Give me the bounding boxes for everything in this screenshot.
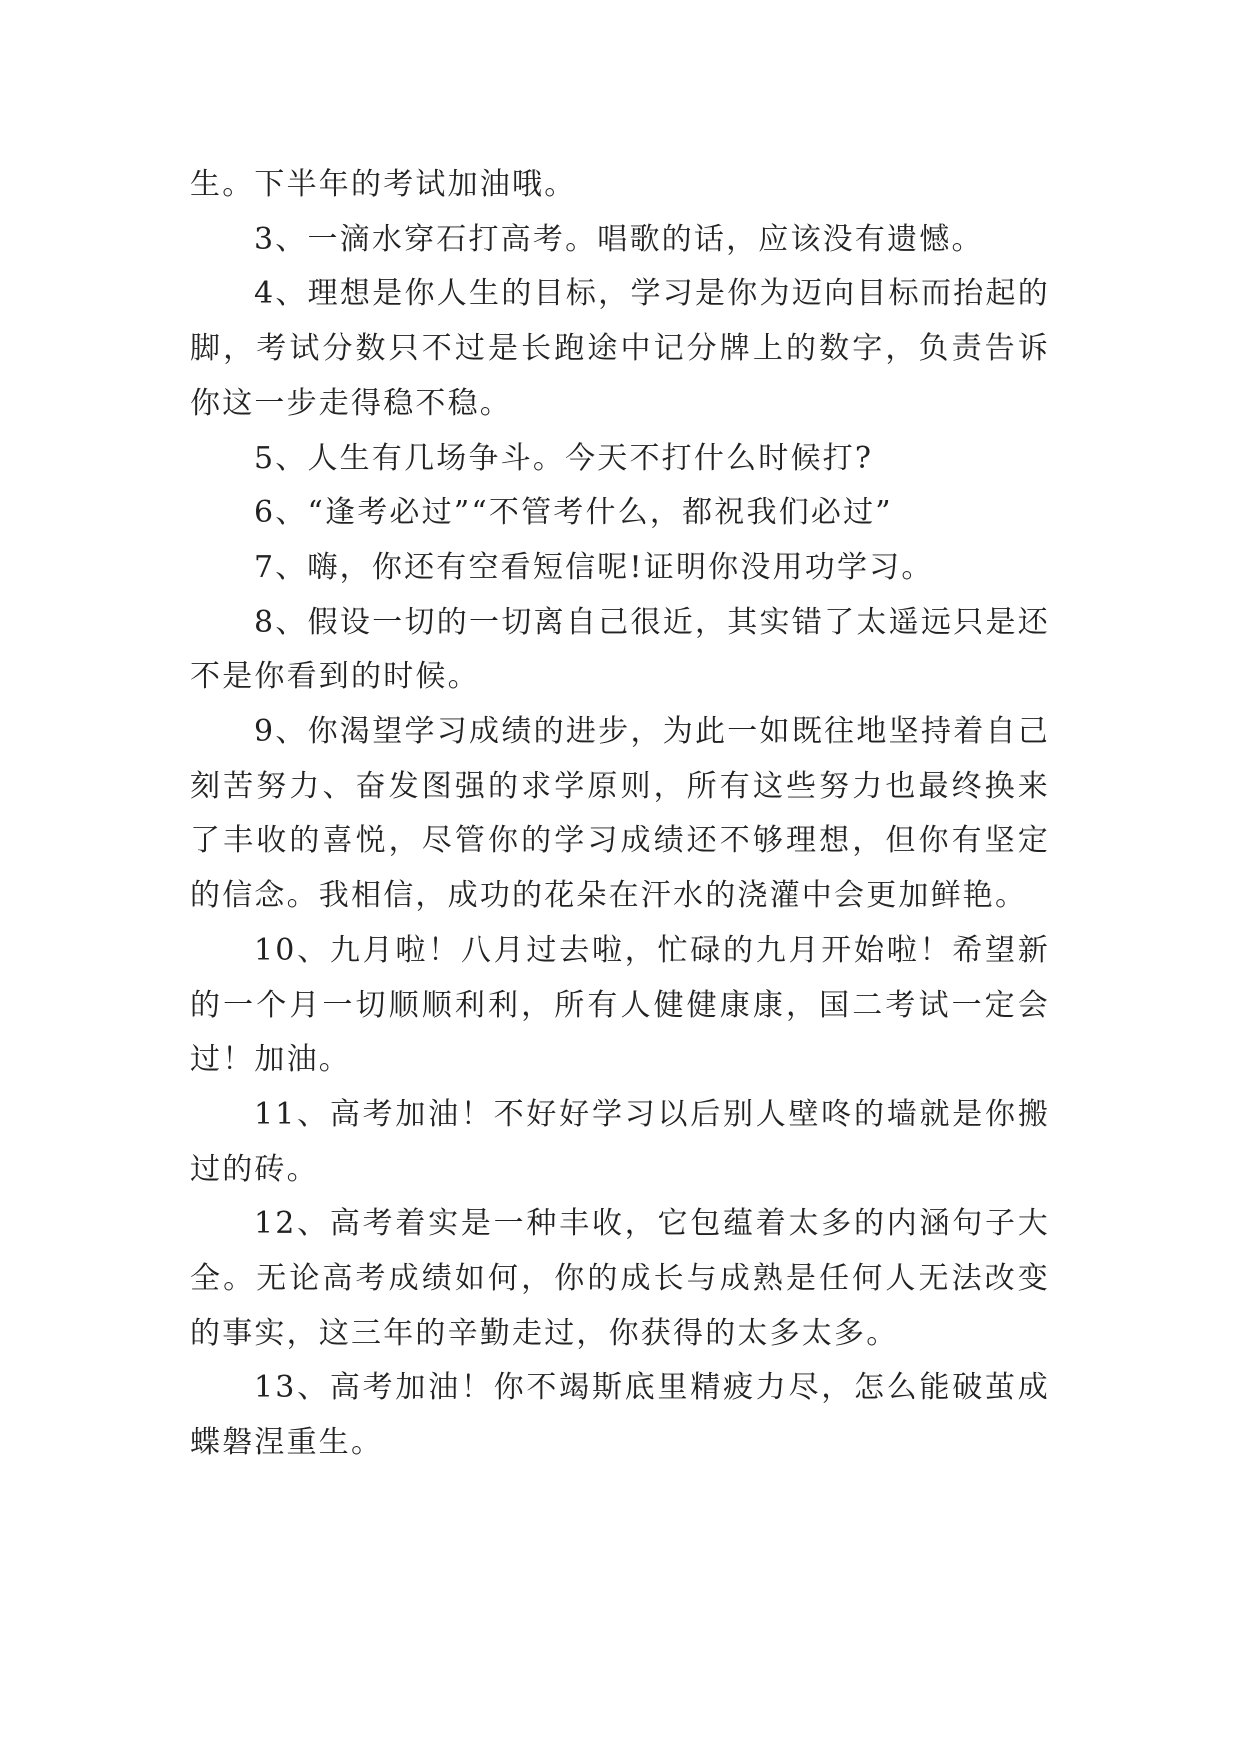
paragraph-item-12: 12、高考着实是一种丰收，它包蕴着太多的内涵句子大全。无论高考成绩如何，你的成长与成熟是任何人无法改变的事实，这三年的辛勤走过，你获得的太多太多。 (190, 1206, 1050, 1351)
paragraph-item-13: 13、高考加油！你不竭斯底里精疲力尽，怎么能破茧成蝶磐涅重生。 (190, 1370, 1050, 1461)
paragraph-item-8: 8、假设一切的一切离自己很近，其实错了太遥远只是还不是你看到的时候。 (190, 604, 1050, 695)
paragraph-item-7: 7、嗨，你还有空看短信呢!证明你没用功学习。 (254, 549, 934, 585)
paragraph-item-10: 10、九月啦！八月过去啦，忙碌的九月开始啦！希望新的一个月一切顺顺利利，所有人健健康康，国二考试一定会过！加油。 (190, 932, 1050, 1078)
paragraph-item-4: 4、理想是你人生的目标，学习是你为迈向目标而抬起的脚，考试分数只不过是长跑途中记分牌上的数字，负责告诉你这一步走得稳不稳。 (190, 276, 1050, 421)
paragraph-continuation: 生。下半年的考试加油哦。 (190, 167, 577, 202)
paragraph-item-11: 11、高考加油！不好好学习以后别人壁咚的墙就是你搬过的砖。 (190, 1096, 1050, 1187)
paragraph-item-3: 3、一滴水穿石打高考。唱歌的话，应该没有遗憾。 (254, 221, 984, 257)
document-body (190, 158, 1050, 1471)
paragraph-item-9: 9、你渴望学习成绩的进步，为此一如既往地坚持着自己刻苦努力、奋发图强的求学原则，所有这些努力也最终换来了丰收的喜悦，尽管你的学习成绩还不够理想，但你有坚定的信念。我相信，成功的花朵在汗水的浇灌中会更加鲜艳。 (190, 714, 1050, 914)
paragraph-item-5: 5、人生有几场争斗。今天不打什么时候打? (254, 440, 874, 476)
paragraph-item-6: 6、“逢考必过”“不管考什么，都祝我们必过” (254, 495, 893, 531)
